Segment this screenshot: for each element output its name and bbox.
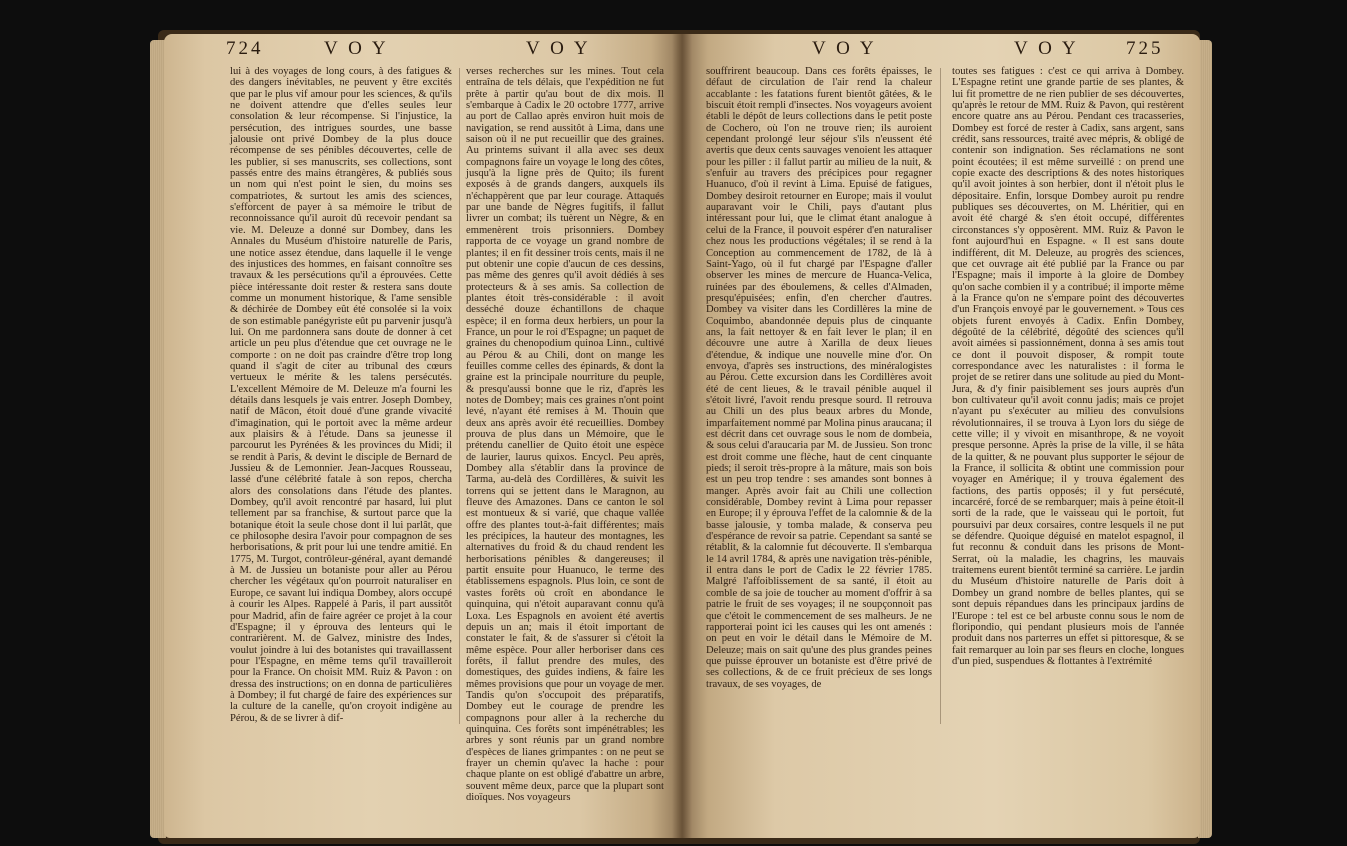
right-page-column-2: toutes ses fatigues : c'est ce qui arriva à Dombey. L'Espagne retint une grande partie de ses plantes, & lui fit promettre de ne rien publier de ses découvertes, qu'après le retour de MM. Ruiz & Pavon, qui restèrent encore quatre ans au Pérou. Pendant ces tracasseries, Dombey est forcé de rester à Cadix, sans argent, sans crédit, sans ressources, traité avec mépris, & obligé de contenir son indignation. Ses réclamations ne sont point écoutées; il est même surveillé : on prend une copie exacte des descriptions & des notes historiques qu'il avoit jointes à son herbier, dont il n'étoit plus le dépositaire. Enfin, lorsque Dombey auroit pu rendre publiques ses découvertes, on M. Lhéritier, qui en avoit été chargé & s'en étoit occupé, différentes circonstances s'y opposèrent. MM. Ruiz & Pavon le font aujourd'hui en Espagne. « Il est sans doute indifférent, dit M. Deleuze, au progrès des sciences, que cet ouvrage ait été publié par la France ou par l'Espagne; mais il importe à la gloire de Dombey qu'on sache combien il y a contribué; il importe même à la France qu'on ne s'empare point des découvertes d'un François envoyé par le gouvernement. » Tous ces objets furent envoyés à Cadix. Enfin Dombey, dégoûté de la célébrité, dégoûté des sciences qu'il avoit aimées si passionnément, donna à ses amis tout ce dont il pouvoit disposer, & rompit toute correspondance avec les naturalistes : il forma le projet de se retirer dans une solitude au pied du Mont-Jura, & d'y finir paisiblement ses jours auprès d'un bon cultivateur qu'il avoit connu jadis; mais ce projet n'ayant pu s'exécuter au milieu des convulsions révolutionnaires, il se trouva à Lyon lors du siége de cette ville; il y vivoit en misanthrope, & ne voyoit presque personne. Après la prise de la ville, il se hâta de la quitter, & ne pouvant plus supporter le séjour de la France, il sollicita & obtint une commission pour voyager en Amérique; il y trouva également des factions, des partis opposés; il y fut persécuté, incarcéré, forcé de se rembarquer; mais à peine étoit-il sorti de la rade, que le vaisseau qui le portoit, fut poursuivi par deux corsaires, contre lesquels il ne put se défendre. Quoique déguisé en matelot espagnol, il fut reconnu & conduit dans les prisons de Mont-Serrat, où la maladie, les chagrins, les mauvais traitemens eurent bientôt terminé sa carrière. Le jardin du Muséum d'histoire naturelle de Paris doit à Dombey un grand nombre de belles plantes, qui se sont depuis répandues dans les principaux jardins de l'Europe : tel est ce bel arbuste connu sous le nom de floripondio, qui pendant plusieurs mois de l'année produit dans nos parterres un effet si pittoresque, & se fait remarquer au loin par ses fleurs en cloche, longues d'un pied, suspendues & flottantes à l'extrémité: [952, 66, 1184, 667]
left-page-column-1: lui à des voyages de long cours, à des fatigues & des dangers inévitables, ne peuvent y être excités que par le plus vif amour pour les sciences, & qu'ils ne doivent attendre que d'elles seules leur consolation & leur récompense. Si l'injustice, la persécution, des intrigues sourdes, une basse jalousie ont privé Dombey de la plus douce récompense de ses pénibles découvertes, celle de les publier, si ses manuscrits, ses collections, sont passés entre des mains étrangères, & publiés sous un nom qui n'est point le sien, du moins ses compatriotes, & surtout les amis des sciences, s'efforcent de payer à sa mémoire le tribut de reconnoissance qu'il auroit dû recevoir pendant sa vie. M. Deleuze a donné sur Dombey, dans les Annales du Muséum d'histoire naturelle de Paris, une notice assez étendue, dans laquelle il le venge des injustices des hommes, en faisant connoître ses travaux & les persécutions qu'il a éprouvées. Cette pièce intéressante doit rester & restera sans doute comme un monument historique, & l'ame sensible & déchirée de Dombey eût été consolée si la voix de son estimable panégyriste eût pu parvenir jusqu'à lui. On me pardonnera sans doute de donner à cet article un peu plus d'étendue que cet ouvrage ne le comporte : on ne doit pas craindre d'être trop long quand il s'agit de citer au tribunal des cœurs vertueux le mérite & les talens persécutés. L'excellent Mémoire de M. Deleuze m'a fourni les détails dans lesquels je vais entrer. Joseph Dombey, natif de Mâcon, étoit doué d'une grande vivacité d'imagination, qui le portoit avec la même ardeur aux plaisirs & à l'étude. Dans sa jeunesse il parcourut les Pyrénées & les provinces du Midi; il se rendit à Paris, & devint le disciple de Bernard de Jussieu & de Lemonnier. Jean-Jacques Rousseau, lassé d'une célébrité fatale à son repos, chercha alors des consolations dans l'étude des plantes. Dombey, qu'il avoit rencontré par hasard, lui plut tellement par sa franchise, & surtout parce que la botanique étoit la seule chose dont il lui parlât, que ce philosophe desira l'avoir pour compagnon de ses herborisations, & prit pour lui une tendre amitié. En 1775, M. Turgot, contrôleur-général, ayant demandé à M. de Jussieu un botaniste pour aller au Pérou chercher les végétaux qu'on pourroit naturaliser en Europe, ce savant lui indiqua Dombey, alors occupé à courir les Alpes. Rappelé à Paris, il part aussitôt pour Madrid, afin de faire agréer ce projet à la cour d'Espagne; il y éprouva des lenteurs qui le contrarièrent. M. de Galvez, ministre des Indes, voulut joindre à lui des botanistes qui travaillassent pour l'Espagne, en même tems qu'il travailleroit pour la France. On choisit MM. Ruiz & Pavon : on dressa des instructions; on en donna de particulières à Dombey; il fut chargé de faire des expériences sur la culture de la canelle, qu'on croyoit indigène au Pérou, & de se livrer à dif-: [230, 66, 452, 724]
right-column-rule: [940, 68, 941, 724]
left-running-head-b: V O Y: [526, 38, 591, 59]
left-page-column-2: verses recherches sur les mines. Tout cela entraîna de tels délais, que l'expédition ne fut prête à partir qu'au bout de dix mois. Il s'embarque à Cadix le 20 octobre 1777, arrive au port de Callao après environ huit mois de navigation, se rend aussitôt à Lima, dans une saison où il ne put recueillir que des graines. Au printems suivant il alla avec ses deux compagnons faire un voyage le long des côtes, jusqu'à la ligne près de Quito; ils furent exposés à de grands dangers, auxquels ils n'échappèrent que par leur courage. Attaqués par une bande de Nègres fugitifs, il fallut livrer un combat; ils tuèrent un Nègre, & en emmenèrent trois prisonniers. Dombey rapporta de ce voyage un grand nombre de plantes; il en fit dessiner trois cents, mais il ne put obtenir une copie d'aucun de ces dessins, pas même des genres qu'il avoit dédiés à ses protecteurs & à ses amis. Sa collection de plantes étoit très-considérable : il avoit desséché douze échantillons de chaque espèce; il en forma deux herbiers, un pour la France, un pour le roi d'Espagne; un paquet de graines du chenopodium quinoa Linn., cultivé au Pérou & au Chili, dont on mange les feuilles comme celles des épinards, & dont la graine est la principale nourriture du peuple, & presqu'aussi bonne que le riz, d'après les notes de Dombey; mais ces graines n'ont point levé, n'ayant été remises à M. Thouin que deux ans après avoir été recueillies. Dombey prouva de plus dans un Mémoire, que le prétendu canellier de Quito étoit une espèce de laurier, laurus quixos. Encycl. Peu après, Dombey alla s'établir dans la province de Tarma, au-delà des Cordillères, & suivit les torrens qui se jettent dans le Maragnon, au fleuve des Amazones. Dans ce canton le sol est montueux & si varié, que chaque vallée offre des plantes tout-à-fait différentes; mais les précipices, la hauteur des montagnes, les alternatives du froid & du chaud rendent les herborisations pénibles & dangereuses; il partit ensuite pour Huanuco, le terme des établissemens espagnols. Plus loin, ce sont de vastes forêts où croît en abondance le quinquina, qui n'étoit auparavant connu qu'à Loxa. Les Espagnols en avoient été avertis depuis un an; mais il étoit important de constater le fait, & de s'assurer si c'étoit la même espèce. Pour aller herboriser dans ces forêts, il fallut prendre des mules, des domestiques, des guides indiens, & faire les mêmes provisions que pour un voyage de mer. Tandis qu'on s'occupoit des préparatifs, Dombey eut le courage de prendre les compagnons pour aller à la recherche du quinquina. Ces forêts sont impénétrables; les arbres y sont réunis par un grand nombre d'espèces de lianes grimpantes : on ne peut se frayer un chemin qu'avec la hache : pour chaque plante on est obligé d'abattre un arbre, souvent même deux, parce que la plupart sont dioïques. Nos voyageurs: [466, 66, 664, 803]
book-gutter: [672, 34, 692, 838]
right-running-head-b: V O Y: [1014, 38, 1079, 59]
left-column-rule: [459, 68, 460, 724]
right-page-number: 725: [1126, 38, 1164, 59]
left-running-head-a: V O Y: [324, 38, 389, 59]
right-page-edges: [1198, 40, 1212, 838]
right-running-head-a: V O Y: [812, 38, 877, 59]
left-page-number: 724: [226, 38, 264, 59]
right-page-column-1: souffrirent beaucoup. Dans ces forêts épaisses, le défaut de circulation de l'air rend la chaleur accablante : les fatations furent bientôt gâtées, & le biscuit étoit rempli d'insectes. Nos voyageurs avoient établi le dépôt de leurs collections dans le petit poste de Cochero, où l'on ne trouve rien; ils auroient cependant prolongé leur séjour s'ils n'eussent été avertis que deux cents sauvages venoient les attaquer pour les piller : il fallut partir au milieu de la nuit, & s'enfuir au travers des précipices pour regagner Huanuco, d'où il revint à Lima. Epuisé de fatigues, Dombey desiroit retourner en Europe; mais il voulut auparavant voir le Chili, pays d'autant plus intéressant pour lui, que le climat étant analogue à celui de la France, il pouvoit espérer d'en naturaliser chez nous les productions végétales; il se rend à la Conception au commencement de 1782, de là à Saint-Yago, où il fut chargé par l'Espagne d'aller observer les mines de mercure de Huanca-Velica, ruinées par des éboulemens, & celles d'Almaden, presqu'épuisées; enfin, d'en chercher d'autres. Dombey va visiter dans les Cordillères la mine de Coquimbo, abandonnée depuis plus de cinquante ans, la fait nettoyer & en fait lever le plan; il en découvre une autre à Xarilla de deux lieues d'étendue, & indique une nouvelle mine d'or. On envoya, d'après ses instructions, des minéralogistes au Pérou. Cette excursion dans les Cordillères avoit été de cent lieues, & le travail pénible auquel il s'étoit livré, l'avoit rendu presque sourd. Il retrouva au Chili un des plus beaux arbres du Monde, imparfaitement nommé par Molina pinus araucana; il est décrit dans cet ouvrage sous le nom de dombeia, & sous celui d'araucaria par M. de Jussieu. Son tronc est droit comme une flèche, haut de cent cinquante pieds; il seroit très-propre à la mâture, mais son bois est un peu trop tendre : ses amandes sont bonnes à manger. Après avoir fait au Chili une collection considérable, Dombey revint à Lima pour repasser en Europe; il y éprouva l'effet de la calomnie & de la basse jalousie, y tomba malade, & conserva peu d'espérance de revoir sa patrie. Cependant sa santé se rétablit, & la calomnie fut découverte. Il s'embarqua le 14 avril 1784, & après une navigation très-pénible, il entra dans le port de Cadix le 22 février 1785. Malgré l'affoiblissement de sa santé, il étoit au comble de sa joie de toucher au moment d'offrir à sa patrie le fruit de ses voyages; il ne soupçonnoit pas que c'étoit le commencement de ses malheurs. Je ne rapporterai point ici les causes qui les ont amenés : on peut en voir le détail dans le Mémoire de M. Deleuze; mais on sait qu'une des plus grandes peines que puisse éprouver un botaniste est d'être privé de ses collections, & de ce fruit précieux de ses longs travaux, de ses voyages, de: [706, 66, 932, 690]
